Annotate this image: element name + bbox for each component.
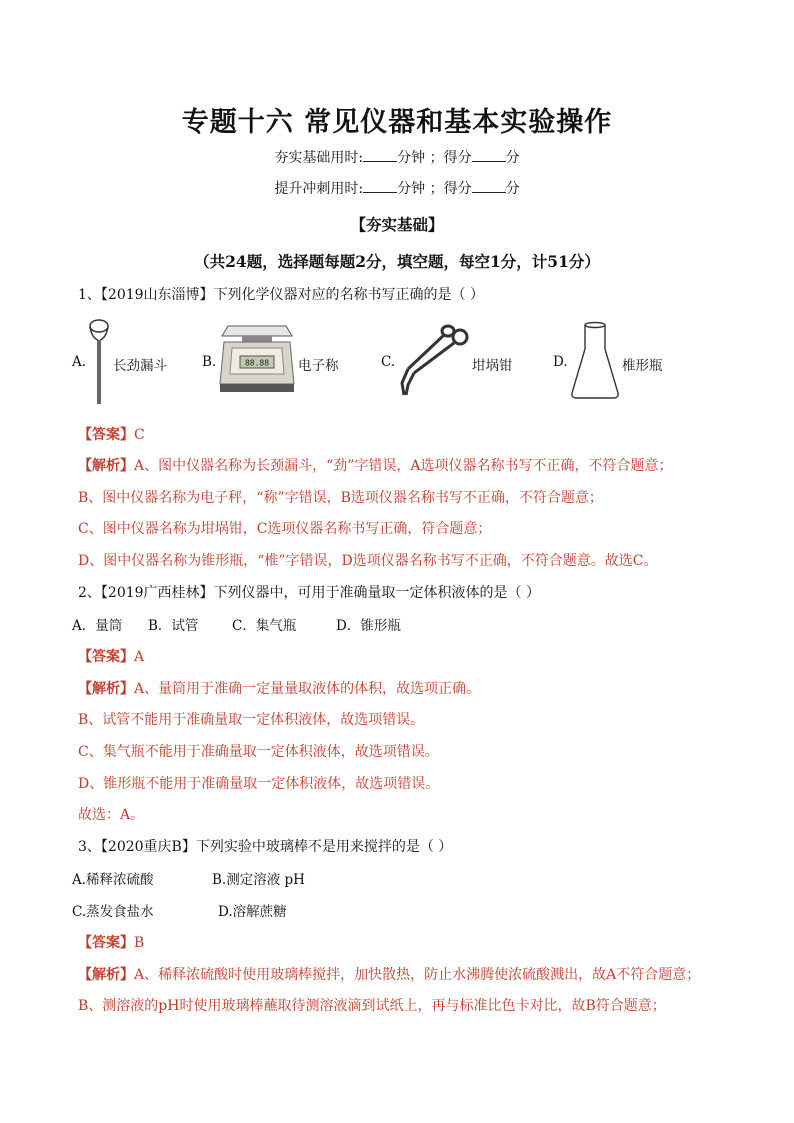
conical-flask-icon — [570, 321, 620, 401]
score-label: 分钟 ；得分 — [397, 150, 472, 166]
q2-analysis-line: D、锥形瓶不能用于准确量取一定体积液体，故选项错误。 — [78, 776, 440, 792]
analysis-tag: 【解析】 — [78, 967, 134, 983]
q3-analysis-line: B、测溶液的pH时使用玻璃棒蘸取待测溶液滴到试纸上，再与标准比色卡对比，故B符合题意； — [78, 998, 666, 1014]
option-c-letter: C. — [381, 354, 396, 370]
analysis-tag: 【解析】 — [78, 458, 134, 474]
option-b-letter: B. — [202, 354, 217, 370]
option-a-label: 长劲漏斗 — [113, 358, 167, 374]
time-label: 夯实基础用时: — [274, 150, 364, 166]
option-d-label: 椎形瓶 — [622, 358, 663, 374]
crucible-tongs-icon — [400, 325, 472, 399]
analysis-text: A、量筒用于准确一定量量取液体的体积，故选项正确。 — [134, 681, 481, 697]
section-title: 【夯实基础】 — [350, 215, 444, 234]
q1-analysis-line: D、图中仪器名称为锥形瓶，“椎”字错误，D选项仪器名称书写不正确，不符合题意。故选C。 — [78, 553, 658, 569]
analysis-text: A、图中仪器名称为长颈漏斗，“劲”字错误，A选项仪器名称书写不正确，不符合题意； — [134, 458, 673, 474]
question-2-stem: 2、【2019广西桂林】下列仪器中，可用于准确量取一定体积液体的是（ ） — [78, 585, 540, 601]
score-blank — [472, 180, 506, 193]
q3-answer — [78, 932, 144, 952]
answer-value: B — [134, 935, 145, 951]
q1-analysis-line: B、图中仪器名称为电子秤，“称”字错误，B选项仪器名称书写不正确，不符合题意； — [78, 490, 603, 506]
section-description: （共24题，选择题每题2分，填空题，每空1分，计51分） — [194, 252, 600, 271]
option-d-letter: D. — [553, 354, 568, 370]
analysis-text: A、稀释浓硫酸时使用玻璃棒搅拌，加快散热，防止水沸腾使浓硫酸溅出，故A不符合题意； — [134, 967, 701, 983]
score-blank — [472, 149, 506, 162]
question-1-stem: 1、【2019山东淄博】下列化学仪器对应的名称书写正确的是（ ） — [78, 287, 484, 303]
q2-analysis-line — [78, 678, 480, 698]
q2-option-b: B．试管 — [148, 618, 199, 634]
time-blank — [363, 180, 397, 193]
analysis-tag: 【解析】 — [78, 681, 134, 697]
time-blank — [363, 149, 397, 162]
q3-option-a: A.稀释浓硫酸 — [72, 872, 154, 888]
option-b-label: 电子称 — [298, 358, 339, 374]
q1-analysis-line: C、图中仪器名称为坩埚钳，C选项仪器名称书写正确，符合题意； — [78, 521, 492, 537]
time-label: 提升冲刺用时: — [274, 181, 364, 197]
electronic-balance-icon — [218, 318, 296, 398]
answer-value: A — [134, 649, 145, 665]
q2-option-d: D．锥形瓶 — [336, 618, 401, 634]
answer-tag: 【答案】 — [78, 649, 134, 665]
q2-analysis-line: B、试管不能用于准确量取一定体积液体，故选项错误。 — [78, 712, 425, 728]
answer-tag: 【答案】 — [78, 427, 134, 443]
score-label: 分钟 ；得分 — [397, 181, 472, 197]
page-title: 专题十六 常见仪器和基本实验操作 — [181, 107, 613, 138]
balance-display: 88.88 — [244, 358, 270, 368]
q3-analysis-line — [78, 964, 700, 984]
long-neck-funnel-icon — [86, 318, 112, 406]
q2-analysis-line: 故选：A。 — [78, 807, 145, 823]
q2-answer — [78, 646, 144, 666]
answer-value: C — [134, 427, 145, 443]
q1-analysis-line — [78, 455, 673, 475]
q3-option-b: B.测定溶液 pH — [212, 872, 305, 888]
question-3-stem: 3、【2020重庆B】下列实验中玻璃棒不是用来搅拌的是（ ） — [78, 839, 453, 855]
option-a-letter: A. — [72, 354, 87, 370]
q3-option-c: C.蒸发食盐水 — [72, 904, 154, 920]
answer-tag: 【答案】 — [78, 935, 134, 951]
q1-answer — [78, 424, 145, 444]
q2-option-a: A．量筒 — [72, 618, 123, 634]
time-line-advanced — [0, 178, 794, 198]
score-unit: 分 — [505, 150, 520, 166]
q3-option-d: D.溶解蔗糖 — [218, 904, 287, 920]
score-unit: 分 — [505, 181, 520, 197]
time-line-basic — [0, 147, 794, 167]
q2-option-c: C．集气瓶 — [232, 618, 297, 634]
q2-analysis-line: C、集气瓶不能用于准确量取一定体积液体，故选项错误。 — [78, 744, 439, 760]
option-c-label: 坩埚钳 — [472, 358, 513, 374]
